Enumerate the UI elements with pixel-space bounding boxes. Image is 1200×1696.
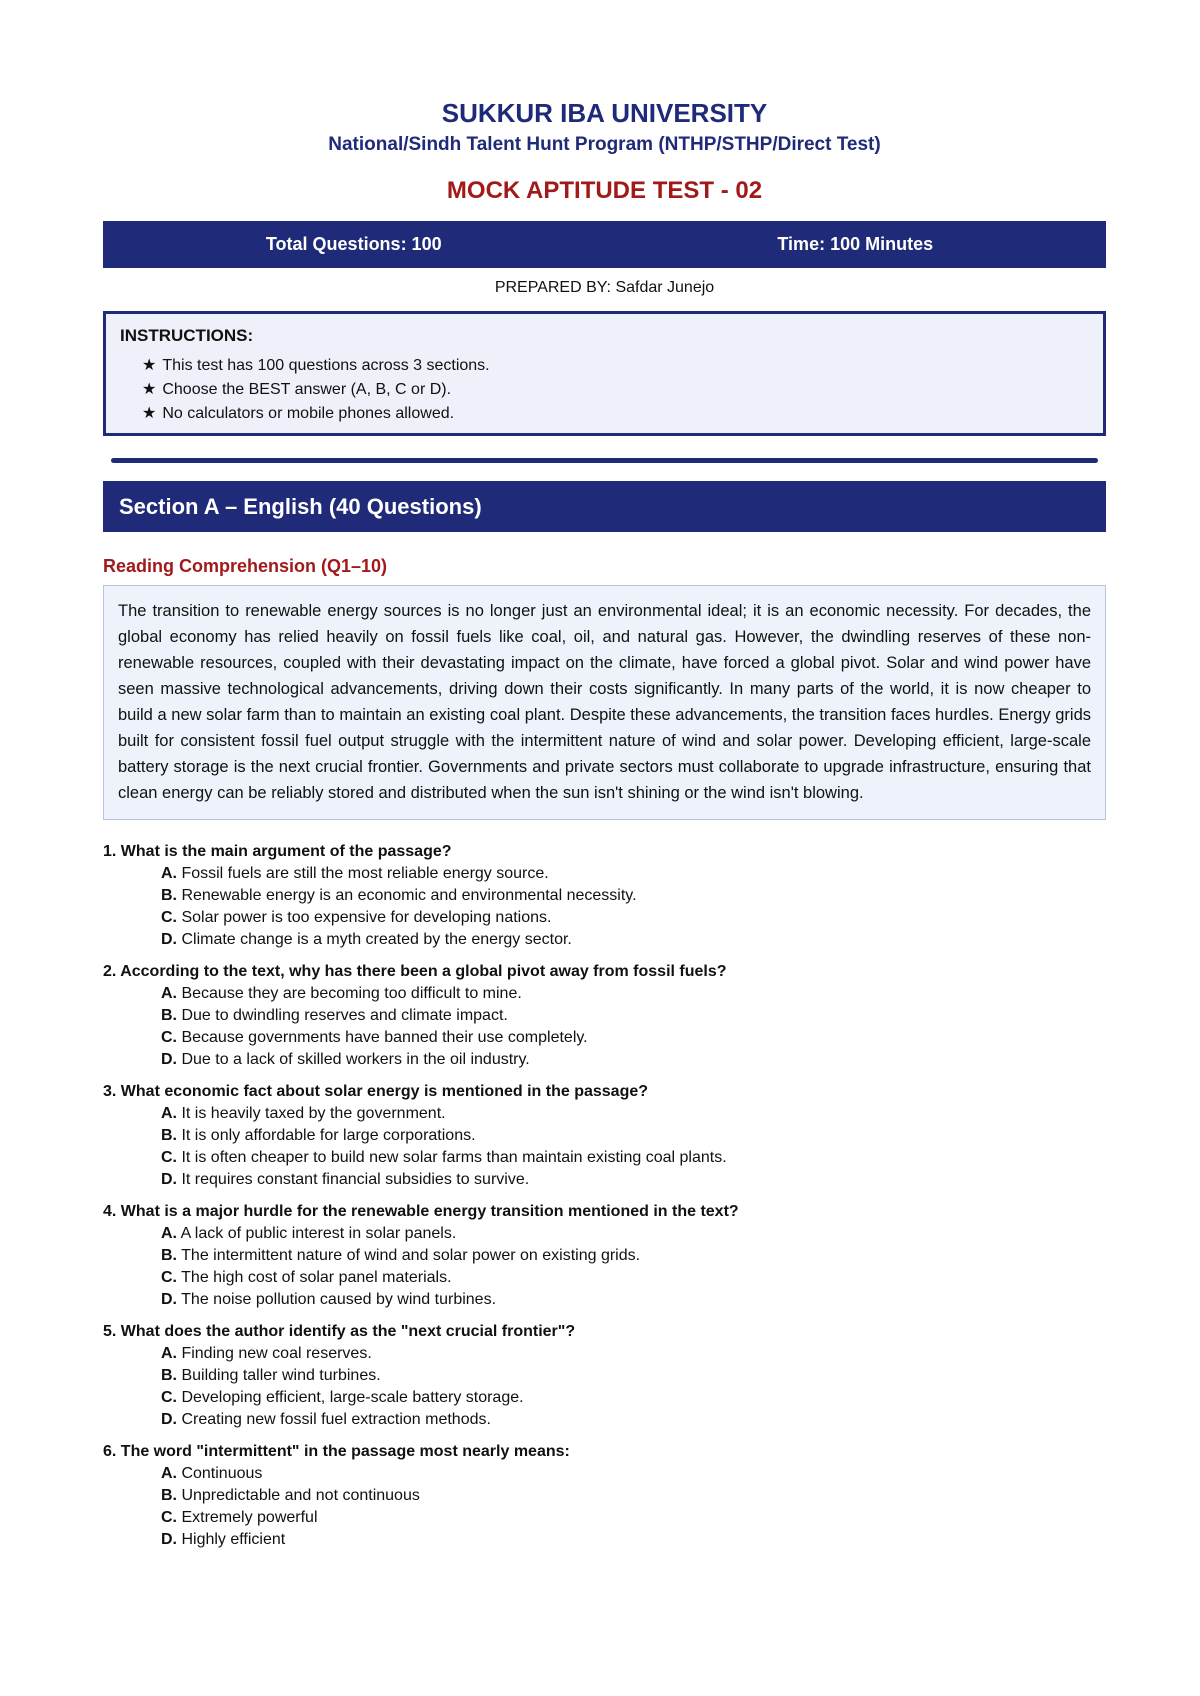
question-item bbox=[103, 1200, 1106, 1311]
question-item bbox=[103, 1440, 1106, 1551]
answer-option: A. Finding new coal reserves. bbox=[161, 1345, 372, 1362]
instruction-item: ★ No calculators or mobile phones allowed. bbox=[142, 405, 455, 422]
answer-option: D. Climate change is a myth created by the energy sector. bbox=[161, 931, 572, 948]
question-text: 2. According to the text, why has there been a global pivot away from fossil fuels? bbox=[103, 963, 727, 980]
reading-passage: The transition to renewable energy sources is no longer just an environmental ideal; it is an economic necessity. For decades, the global economy has relied heavily on fossil fuels like coal, oil, and natural gas. However, the dwindling reserves of these non-renewable resources, coupled with their devastating impact on the climate, have forced a global pivot. Solar and wind power have seen massive technological advancements, driving down their costs significantly. In many parts of the world, it is now cheaper to build a new solar farm than to maintain an existing coal plant. Despite these advancements, the transition faces hurdles. Energy grids built for consistent fossil fuel output struggle with the intermittent nature of wind and solar power. Developing efficient, large-scale battery storage is the next crucial frontier. Governments and private sectors must collaborate to upgrade infrastructure, ensuring that clean energy can be reliably stored and distributed when the sun isn't shining or the wind isn't blowing. bbox=[103, 585, 1106, 820]
answer-option: D. Creating new fossil fuel extraction methods. bbox=[161, 1411, 491, 1428]
document-page bbox=[103, 98, 1106, 1560]
instructions-box bbox=[103, 311, 1106, 436]
reading-comprehension-heading: Reading Comprehension (Q1–10) bbox=[103, 556, 388, 576]
question-item bbox=[103, 1080, 1106, 1191]
instruction-item: ★ Choose the BEST answer (A, B, C or D). bbox=[142, 381, 452, 398]
answer-option: A. A lack of public interest in solar panels. bbox=[161, 1225, 457, 1242]
time-label: Time: 100 Minutes bbox=[777, 234, 934, 254]
star-icon: ★ bbox=[142, 357, 157, 374]
answer-option: C. Developing efficient, large-scale battery storage. bbox=[161, 1389, 524, 1406]
question-text: 1. What is the main argument of the passage? bbox=[103, 843, 452, 860]
answer-option: B. Due to dwindling reserves and climate impact. bbox=[161, 1007, 508, 1024]
answer-option: B. Building taller wind turbines. bbox=[161, 1367, 381, 1384]
answer-option: A. Because they are becoming too difficult to mine. bbox=[161, 985, 522, 1002]
question-text: 3. What economic fact about solar energy is mentioned in the passage? bbox=[103, 1083, 649, 1100]
question-text: 6. The word "intermittent" in the passage most nearly means: bbox=[103, 1443, 570, 1460]
question-text: 5. What does the author identify as the "next crucial frontier"? bbox=[103, 1323, 576, 1340]
question-item bbox=[103, 840, 1106, 951]
answer-option: A. It is heavily taxed by the government. bbox=[161, 1105, 446, 1122]
answer-option: D. Due to a lack of skilled workers in the oil industry. bbox=[161, 1051, 530, 1068]
instruction-item: ★ This test has 100 questions across 3 sections. bbox=[142, 357, 490, 374]
instructions-list bbox=[120, 354, 1089, 426]
test-info-bar bbox=[103, 221, 1106, 268]
answer-option: A. Continuous bbox=[161, 1465, 263, 1482]
question-list bbox=[103, 840, 1106, 1551]
total-questions-label: Total Questions: 100 bbox=[265, 234, 442, 254]
answer-option: D. It requires constant financial subsidies to survive. bbox=[161, 1171, 530, 1188]
answer-option: C. It is often cheaper to build new solar farms than maintain existing coal plants. bbox=[161, 1149, 727, 1166]
answer-option: D. Highly efficient bbox=[161, 1531, 286, 1548]
star-icon: ★ bbox=[142, 405, 157, 422]
answer-option: D. The noise pollution caused by wind turbines. bbox=[161, 1291, 497, 1308]
star-icon: ★ bbox=[142, 381, 157, 398]
answer-option: B. It is only affordable for large corporations. bbox=[161, 1127, 476, 1144]
prepared-by: PREPARED BY: Safdar Junejo bbox=[494, 279, 715, 296]
answer-option: C. Extremely powerful bbox=[161, 1509, 318, 1526]
answer-option: C. Because governments have banned their use completely. bbox=[161, 1029, 588, 1046]
program-subtitle: National/Sindh Talent Hunt Program (NTHP/STHP/Direct Test) bbox=[328, 134, 881, 155]
university-title: SUKKUR IBA UNIVERSITY bbox=[441, 98, 768, 128]
question-item bbox=[103, 960, 1106, 1071]
answer-option: B. Renewable energy is an economic and environmental necessity. bbox=[161, 887, 637, 904]
answer-option: C. Solar power is too expensive for developing nations. bbox=[161, 909, 552, 926]
question-item bbox=[103, 1320, 1106, 1431]
divider bbox=[111, 458, 1098, 463]
instructions-heading: INSTRUCTIONS: bbox=[120, 326, 254, 345]
test-title: MOCK APTITUDE TEST - 02 bbox=[446, 177, 763, 204]
answer-option: A. Fossil fuels are still the most reliable energy source. bbox=[161, 865, 549, 882]
answer-option: B. Unpredictable and not continuous bbox=[161, 1487, 420, 1504]
answer-option: B. The intermittent nature of wind and solar power on existing grids. bbox=[161, 1247, 641, 1264]
section-header: Section A – English (40 Questions) bbox=[103, 481, 1106, 532]
question-text: 4. What is a major hurdle for the renewable energy transition mentioned in the text? bbox=[103, 1203, 739, 1220]
answer-option: C. The high cost of solar panel materials. bbox=[161, 1269, 452, 1286]
